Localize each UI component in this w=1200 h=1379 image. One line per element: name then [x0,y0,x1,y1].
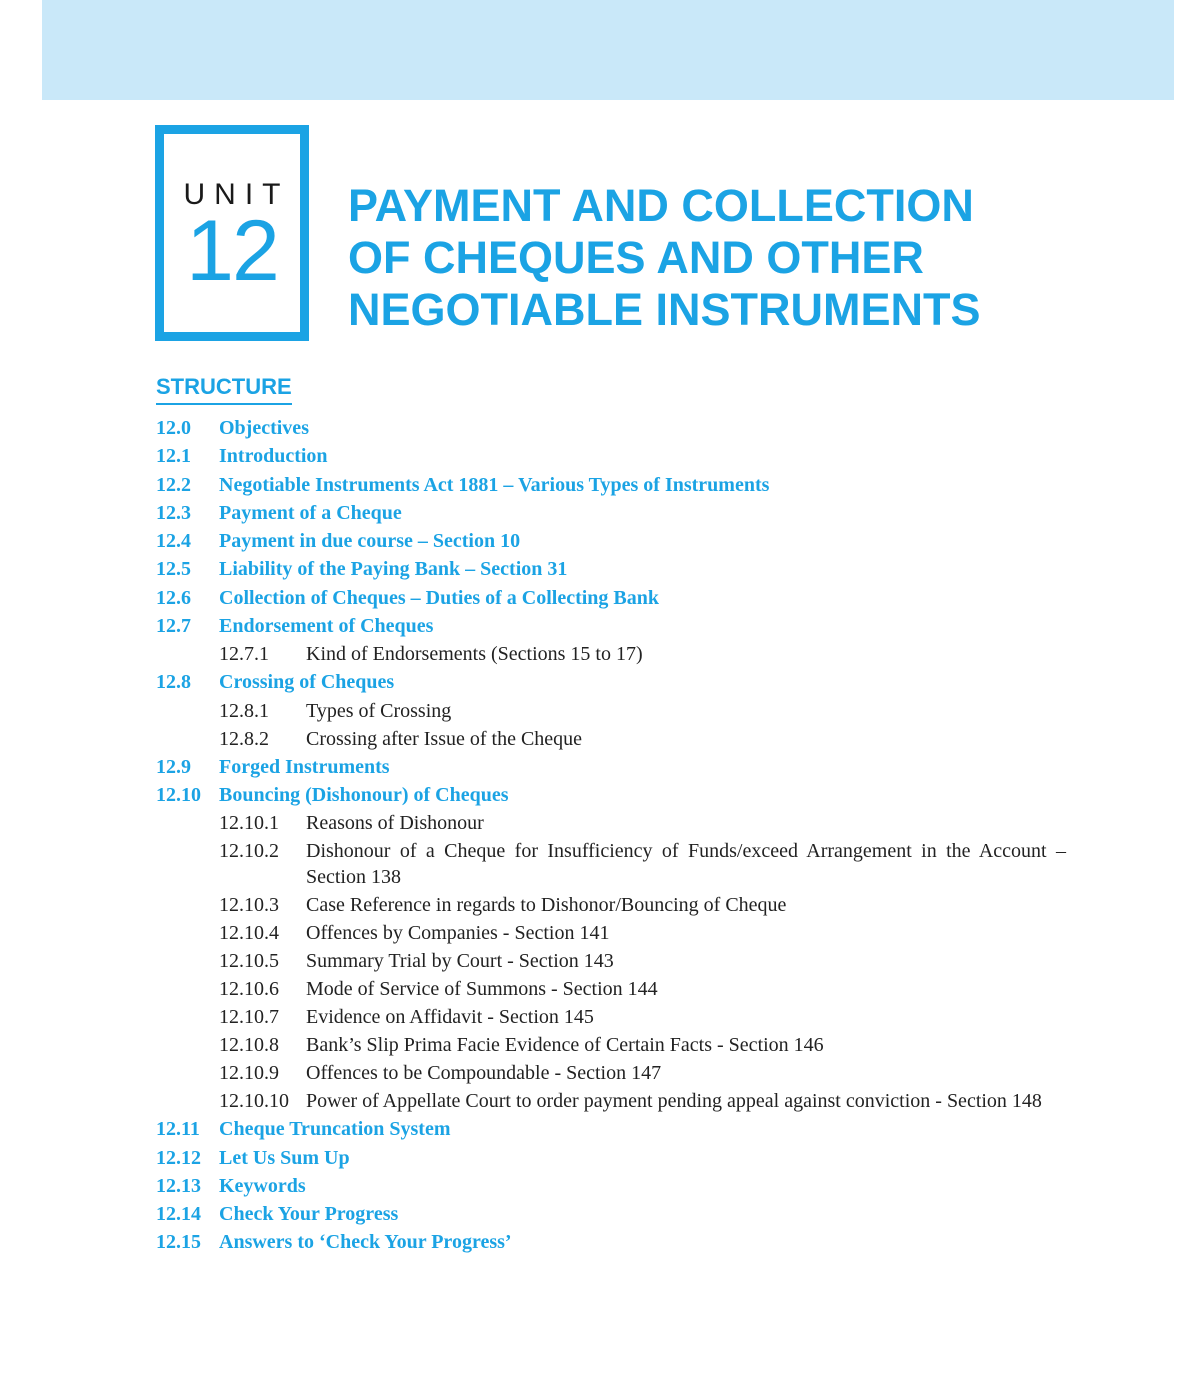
toc-entry-text: Summary Trial by Court - Section 143 [306,950,614,973]
toc-entry-number: 12.5 [156,558,191,581]
toc-entry[interactable] [156,442,1066,470]
toc-entry-number: 12.6 [156,586,191,609]
table-of-contents [156,414,1066,1257]
toc-entry[interactable] [156,1115,1066,1143]
toc-entry-number: 12.8.2 [219,727,269,750]
toc-entry-text: Endorsement of Cheques [219,615,434,638]
toc-subentry[interactable] [156,697,1066,725]
toc-entry-text: Keywords [219,1174,306,1197]
unit-label: UNIT [183,178,290,211]
toc-subentry[interactable] [156,1059,1066,1087]
toc-entry[interactable] [156,1144,1066,1172]
toc-entry-text: Payment in due course – Section 10 [219,530,521,553]
toc-entry-number: 12.10.8 [219,1034,279,1057]
toc-entry-number: 12.10.1 [219,812,279,835]
chapter-title [348,180,981,336]
toc-entry-text: Cheque Truncation System [219,1118,451,1141]
toc-subentry[interactable] [156,919,1066,947]
chapter-title-line-2: OF CHEQUES AND OTHER [348,232,924,283]
toc-entry[interactable] [156,753,1066,781]
toc-entry[interactable] [156,555,1066,583]
toc-entry[interactable] [156,471,1066,499]
toc-subentry[interactable] [156,891,1066,919]
toc-entry-number: 12.9 [156,755,191,778]
toc-entry-text: Types of Crossing [306,699,452,722]
toc-entry[interactable] [156,499,1066,527]
toc-entry[interactable] [156,668,1066,696]
toc-entry-number: 12.10.6 [219,978,279,1001]
structure-heading: STRUCTURE [156,374,292,405]
toc-entry-text: Forged Instruments [219,755,390,778]
toc-subentry[interactable] [156,725,1066,753]
toc-entry[interactable] [156,781,1066,809]
toc-entry-text: Bank’s Slip Prima Facie Evidence of Certain Facts - Section 146 [306,1034,824,1057]
toc-entry-text: Dishonour of a Cheque for Insufficiency of Funds/exceed Arrangement in the Account –Section 138 [306,840,1066,889]
toc-entry-text: Let Us Sum Up [219,1146,350,1169]
toc-entry-number: 12.8 [156,671,191,694]
toc-entry-number: 12.14 [156,1203,201,1226]
toc-entry-text: Introduction [219,445,328,468]
toc-entry-text: Objectives [219,417,309,439]
toc-entry[interactable] [156,584,1066,612]
toc-entry-number: 12.10.9 [219,1062,279,1085]
toc-entry-text: Check Your Progress [219,1203,399,1226]
toc-subentry[interactable] [156,1003,1066,1031]
unit-number: 12 [186,203,278,299]
header-band [42,0,1174,100]
toc-entry-text: Answers to ‘Check Your Progress’ [219,1231,512,1254]
toc-entry[interactable] [156,612,1066,640]
toc-entry-text: Crossing after Issue of the Cheque [306,727,583,750]
toc-entry-text: Offences by Companies - Section 141 [306,922,610,945]
toc-entry-text: Evidence on Affidavit - Section 145 [306,1006,594,1029]
toc-entry-text: Offences to be Compoundable - Section 147 [306,1062,662,1085]
toc-entry-number: 12.4 [156,530,191,553]
toc-entry-text: Liability of the Paying Bank – Section 31 [219,558,568,581]
toc-entry[interactable] [156,1200,1066,1228]
toc-entry-number: 12.1 [156,445,191,468]
toc-entry-number: 12.11 [156,1118,200,1141]
toc-entry-text: Bouncing (Dishonour) of Cheques [219,783,509,806]
toc-subentry[interactable] [156,640,1066,668]
toc-subentry[interactable] [156,947,1066,975]
toc-entry-number: 12.10.5 [219,950,279,973]
toc-entry-text: Case Reference in regards to Dishonor/Bouncing of Cheque [306,894,787,917]
toc-entry-number: 12.10.2 [219,840,279,863]
toc-entry-text: Mode of Service of Summons - Section 144 [306,978,658,1001]
toc-entry[interactable] [156,1172,1066,1200]
toc-entry-text: Power of Appellate Court to order payment pending appeal against conviction - Section 148 [306,1090,1042,1113]
unit-badge [155,125,309,341]
chapter-title-line-1: PAYMENT AND COLLECTION [348,180,974,231]
toc-entry-number: 12.7 [156,615,191,638]
toc-entry-number: 12.13 [156,1174,201,1197]
toc-subentry[interactable] [156,975,1066,1003]
toc-entry-text: Crossing of Cheques [219,671,395,694]
toc-entry-text: Reasons of Dishonour [306,812,484,835]
toc-entry-number: 12.10.10 [219,1090,289,1113]
toc-entry-number: 12.10.4 [219,922,279,945]
toc-subentry[interactable] [156,809,1066,837]
toc-entry-number: 12.3 [156,501,191,524]
toc-entry-text: Kind of Endorsements (Sections 15 to 17) [306,643,643,666]
toc-entry-number: 12.10 [156,783,201,806]
toc-subentry[interactable] [156,1087,1066,1115]
toc-entry-text: Collection of Cheques – Duties of a Collecting Bank [219,586,659,609]
toc-entry-number: 12.12 [156,1146,201,1169]
toc-entry[interactable] [156,1228,1066,1256]
toc-entry-number: 12.10.3 [219,894,279,917]
toc-entry[interactable] [156,527,1066,555]
toc-entry-number: 12.15 [156,1231,201,1254]
toc-entry-text: Negotiable Instruments Act 1881 – Various Types of Instruments [219,473,770,496]
toc-entry-number: 12.0 [156,417,191,439]
toc-entry-number: 12.2 [156,473,191,496]
chapter-title-line-3: NEGOTIABLE INSTRUMENTS [348,284,981,335]
toc-entry-number: 12.10.7 [219,1006,279,1029]
toc-entry[interactable] [156,414,1066,442]
toc-entry-text: Payment of a Cheque [219,501,402,524]
toc-entry-number: 12.8.1 [219,699,269,722]
toc-subentry[interactable] [156,1031,1066,1059]
toc-subentry[interactable] [156,837,1066,891]
toc-entry-number: 12.7.1 [219,643,269,666]
